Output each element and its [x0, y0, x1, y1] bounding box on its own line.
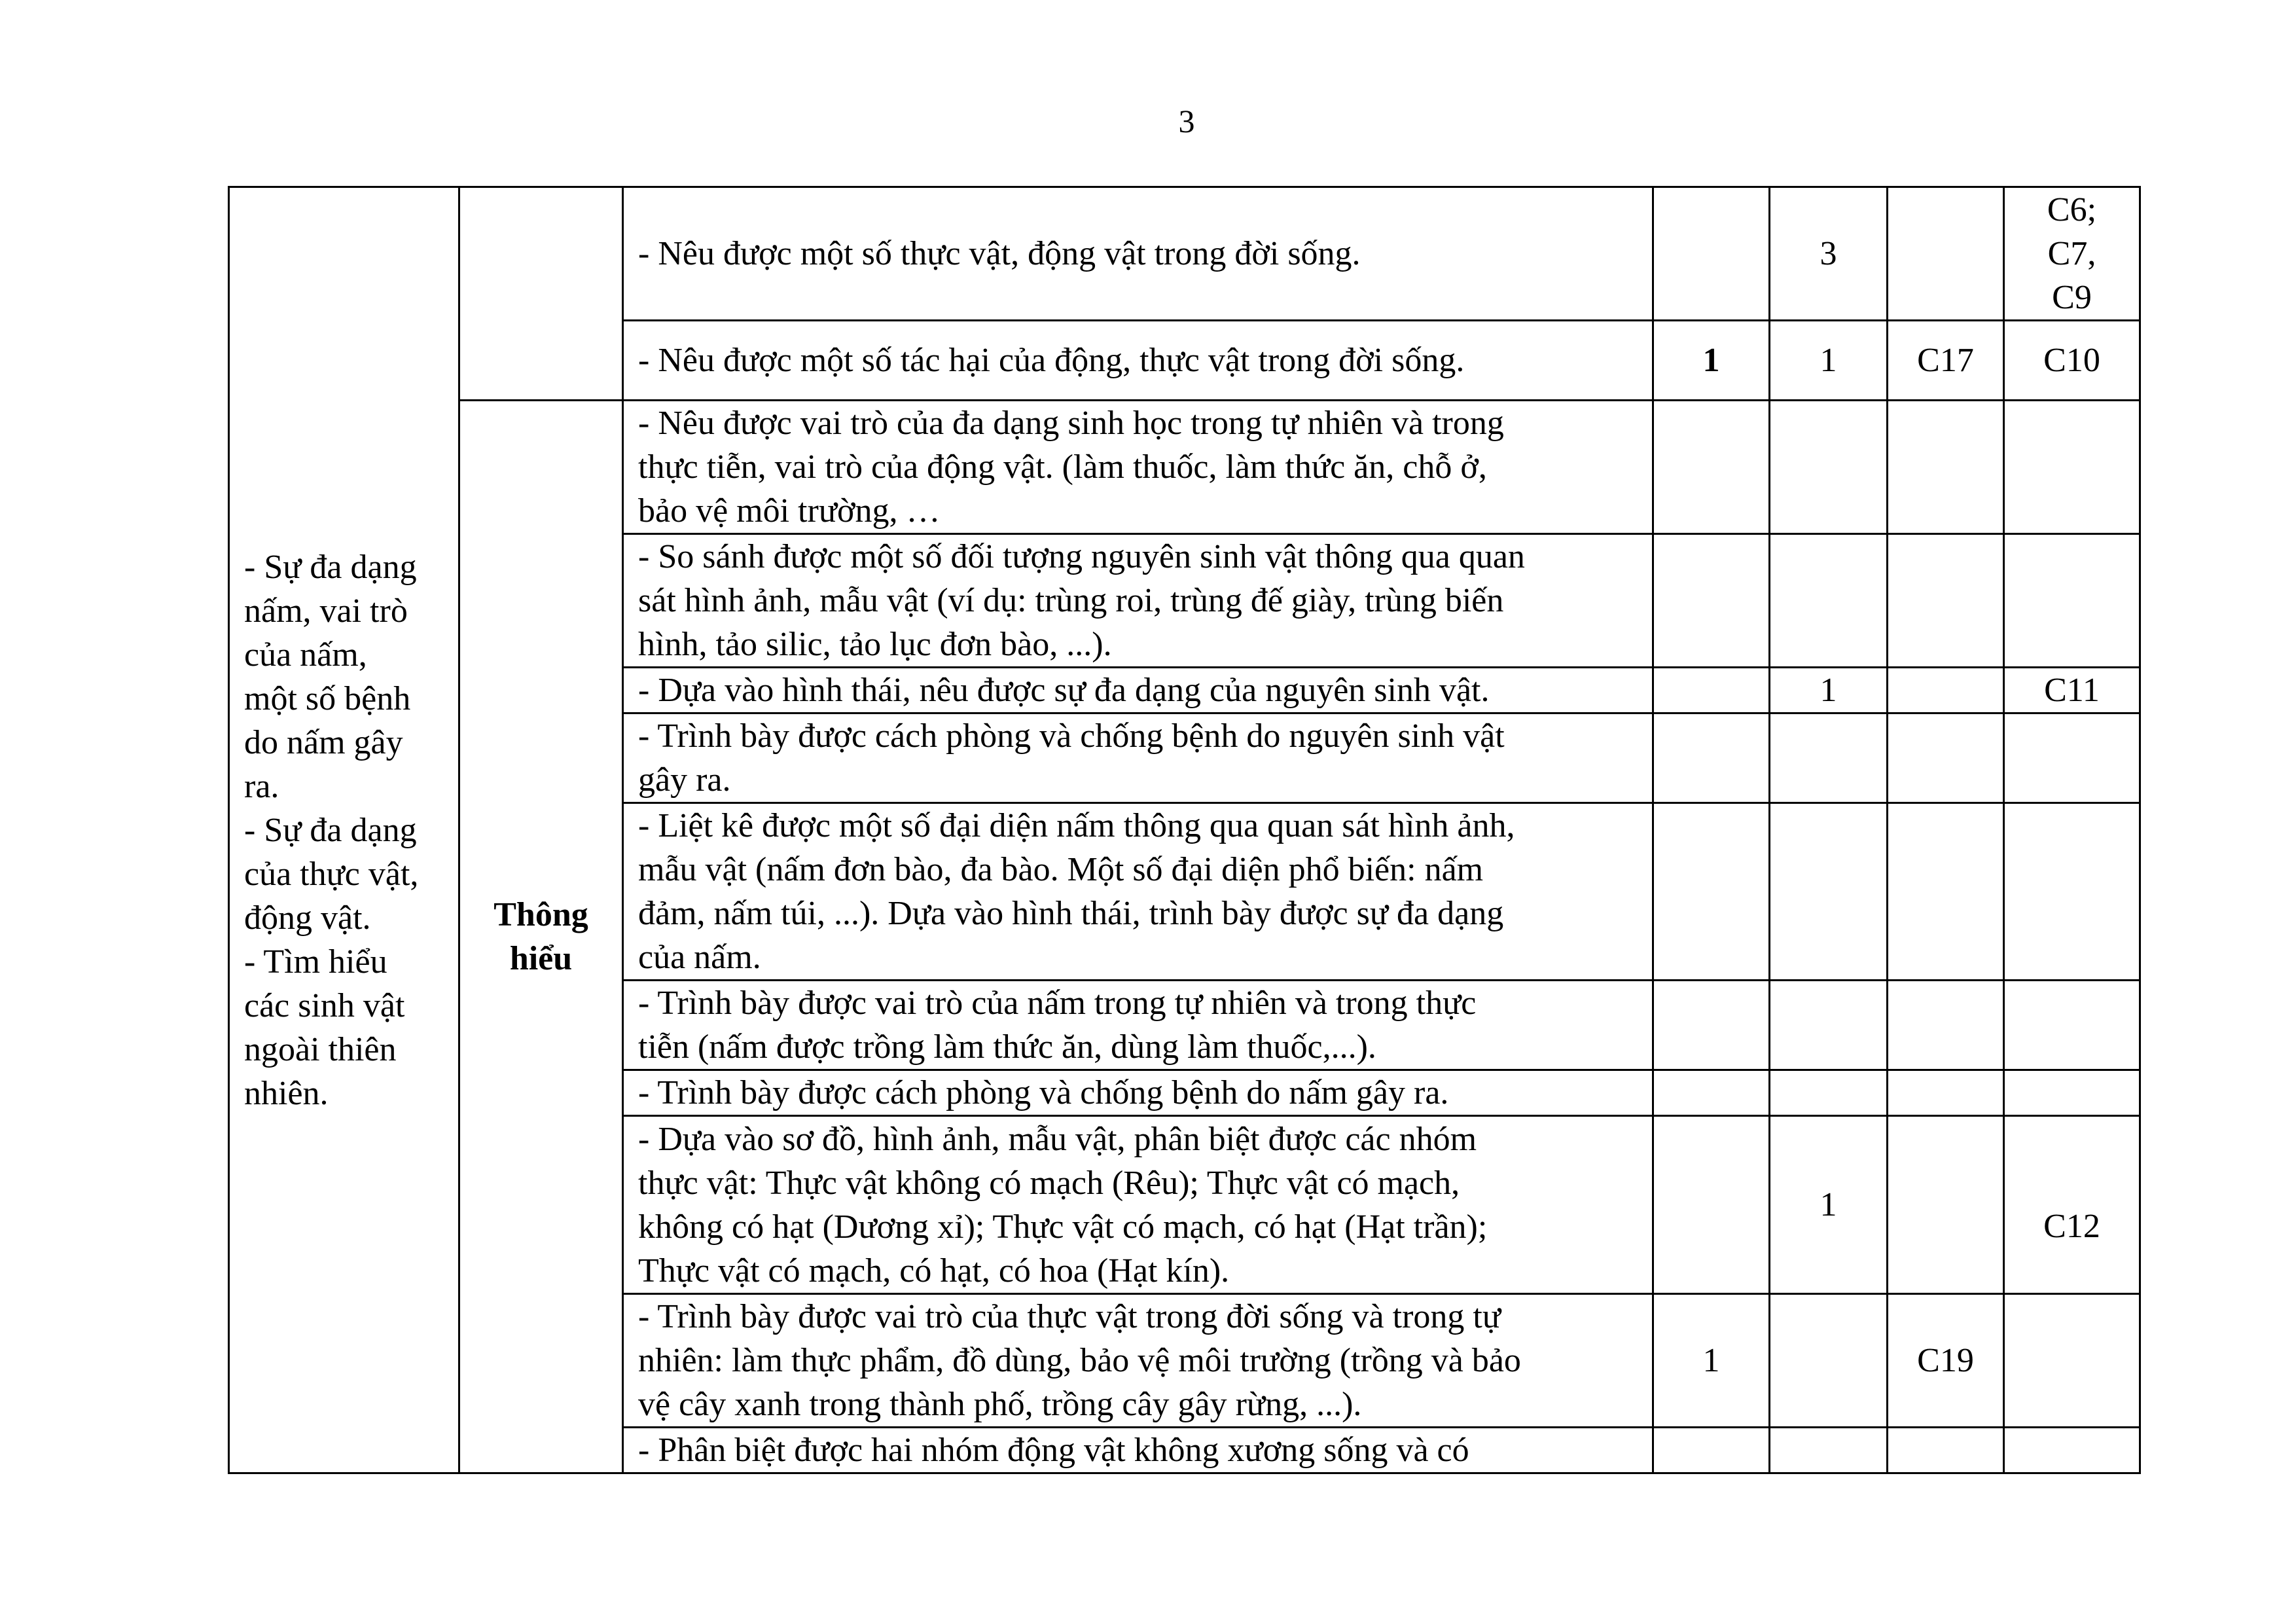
- count-cell: 1: [1770, 321, 1888, 401]
- requirement-line: - Trình bày được cách phòng và chống bệnh do nấm gây ra.: [638, 1074, 1449, 1111]
- count-cell: 1: [1770, 1116, 1888, 1294]
- count-cell: [1770, 401, 1888, 534]
- count-cell: [1770, 981, 1888, 1070]
- requirement-line: mẫu vật (nấm đơn bào, đa bào. Một số đại diện phổ biến: nấm: [638, 851, 1484, 888]
- count-cell: [1653, 981, 1770, 1070]
- requirement-cell: [623, 534, 1653, 668]
- question-line: C9: [2052, 279, 2092, 316]
- topic-cell: [229, 187, 459, 1473]
- question-cell: [2004, 187, 2140, 321]
- count-cell: [1770, 1294, 1888, 1428]
- count-cell: [1770, 713, 1888, 803]
- topic-line: các sinh vật: [244, 986, 405, 1024]
- question-line: C12: [2043, 1208, 2100, 1245]
- count-cell: [1770, 803, 1888, 981]
- requirement-line: - Nêu được vai trò của đa dạng sinh học trong tự nhiên và trong: [638, 405, 1504, 442]
- requirement-cell: [623, 668, 1653, 713]
- requirement-line: vệ cây xanh trong thành phố, trồng cây gây rừng, ...).: [638, 1386, 1362, 1423]
- topic-line: động vật.: [244, 899, 371, 937]
- requirement-line: thực tiễn, vai trò của động vật. (làm thuốc, làm thức ăn, chỗ ở,: [638, 448, 1487, 486]
- question-cell: [2004, 1116, 2140, 1294]
- topic-line: một số bệnh: [244, 679, 411, 717]
- question-cell: [2004, 321, 2140, 401]
- requirement-line: - Dựa vào sơ đồ, hình ảnh, mẫu vật, phân biệt được các nhóm: [638, 1120, 1477, 1158]
- level-line: Thông: [493, 896, 588, 933]
- table-row: [229, 401, 2140, 534]
- question-line: C6;: [2047, 191, 2097, 228]
- requirement-line: - So sánh được một số đối tượng nguyên sinh vật thông qua quan: [638, 538, 1525, 575]
- requirement-line: - Trình bày được cách phòng và chống bệnh do nguyên sinh vật: [638, 717, 1505, 755]
- count-cell: 3: [1770, 187, 1888, 321]
- topic-line: nấm, vai trò: [244, 592, 408, 630]
- level-cell-empty: [459, 187, 623, 401]
- requirement-line: bảo vệ môi trường, …: [638, 492, 941, 530]
- count-cell: [1653, 534, 1770, 668]
- topic-line: của nấm,: [244, 636, 367, 674]
- count-cell: [1653, 1070, 1770, 1116]
- count-cell: [1653, 1428, 1770, 1473]
- requirement-line: - Trình bày được vai trò của thực vật trong đời sống và trong tự: [638, 1298, 1501, 1335]
- requirement-line: của nấm.: [638, 939, 761, 976]
- question-cell: [1888, 668, 2004, 713]
- count-cell: [1770, 534, 1888, 668]
- level-line: hiểu: [509, 940, 573, 977]
- cognitive-level-cell: [459, 401, 623, 1473]
- requirement-line: - Nêu được một số tác hại của động, thực vật trong đời sống.: [638, 342, 1465, 379]
- requirement-cell: [623, 401, 1653, 534]
- count-cell: [1653, 187, 1770, 321]
- requirement-line: - Liệt kê được một số đại diện nấm thông qua quan sát hình ảnh,: [638, 807, 1515, 844]
- question-cell: [1888, 713, 2004, 803]
- topic-line: do nấm gây: [244, 723, 403, 761]
- question-cell: [2004, 1070, 2140, 1116]
- requirement-line: không có hạt (Dương xỉ); Thực vật có mạch, có hạt (Hạt trần);: [638, 1208, 1488, 1246]
- requirement-line: tiễn (nấm được trồng làm thức ăn, dùng làm thuốc,...).: [638, 1028, 1376, 1066]
- count-cell: 1: [1653, 321, 1770, 401]
- question-cell: [1888, 187, 2004, 321]
- requirement-cell: [623, 1294, 1653, 1428]
- question-cell: [2004, 668, 2140, 713]
- question-cell: [2004, 803, 2140, 981]
- requirement-line: - Trình bày được vai trò của nấm trong tự nhiên và trong thực: [638, 984, 1477, 1022]
- table-row: [229, 187, 2140, 321]
- count-cell: 1: [1653, 1294, 1770, 1428]
- question-cell: C17: [1888, 321, 2004, 401]
- topic-line: - Sự đa dạng: [244, 548, 417, 586]
- requirement-cell: [623, 803, 1653, 981]
- requirement-line: - Phân biệt được hai nhóm động vật không xương sống và có: [638, 1432, 1469, 1469]
- question-cell: [2004, 1428, 2140, 1473]
- question-cell: [1888, 401, 2004, 534]
- question-cell: [2004, 1294, 2140, 1428]
- topic-line: - Sự đa dạng: [244, 811, 417, 849]
- question-line: C10: [2043, 342, 2100, 379]
- count-cell: [1653, 668, 1770, 713]
- question-line: C7,: [2047, 235, 2096, 272]
- count-cell: [1770, 1428, 1888, 1473]
- requirement-cell: [623, 321, 1653, 401]
- assessment-matrix-table: [228, 186, 2141, 1474]
- requirement-line: thực vật: Thực vật không có mạch (Rêu); Thực vật có mạch,: [638, 1164, 1460, 1202]
- topic-line: của thực vật,: [244, 855, 419, 893]
- count-cell: [1653, 803, 1770, 981]
- question-cell: [1888, 1116, 2004, 1294]
- requirement-line: đảm, nấm túi, ...). Dựa vào hình thái, trình bày được sự đa dạng: [638, 895, 1504, 932]
- question-cell: [2004, 534, 2140, 668]
- page-number: 3: [1178, 103, 1195, 139]
- question-cell: C19: [1888, 1294, 2004, 1428]
- requirement-line: sát hình ảnh, mẫu vật (ví dụ: trùng roi, trùng đế giày, trùng biến: [638, 582, 1504, 619]
- count-cell: [1770, 1070, 1888, 1116]
- question-cell: [1888, 534, 2004, 668]
- question-cell: [1888, 803, 2004, 981]
- question-line: C11: [2044, 672, 2100, 709]
- question-cell: [1888, 1070, 2004, 1116]
- requirement-line: nhiên: làm thực phẩm, đồ dùng, bảo vệ môi trường (trồng và bảo: [638, 1342, 1521, 1379]
- topic-line: ngoài thiên: [244, 1030, 397, 1068]
- requirement-cell: [623, 1070, 1653, 1116]
- requirement-line: hình, tảo silic, tảo lục đơn bào, ...).: [638, 626, 1112, 663]
- requirement-cell: [623, 981, 1653, 1070]
- question-cell: [2004, 981, 2140, 1070]
- question-cell: [1888, 1428, 2004, 1473]
- count-cell: [1653, 1116, 1770, 1294]
- count-cell: 1: [1770, 668, 1888, 713]
- question-cell: [1888, 981, 2004, 1070]
- question-cell: [2004, 401, 2140, 534]
- requirement-line: - Nêu được một số thực vật, động vật trong đời sống.: [638, 235, 1361, 272]
- topic-line: - Tìm hiểu: [244, 943, 387, 981]
- requirement-cell: [623, 713, 1653, 803]
- requirement-line: gây ra.: [638, 761, 731, 799]
- requirement-cell: [623, 1116, 1653, 1294]
- requirement-line: Thực vật có mạch, có hạt, có hoa (Hạt kín).: [638, 1252, 1230, 1290]
- requirement-cell: [623, 1428, 1653, 1473]
- question-cell: [2004, 713, 2140, 803]
- requirement-line: - Dựa vào hình thái, nêu được sự đa dạng của nguyên sinh vật.: [638, 672, 1490, 709]
- requirement-cell: [623, 187, 1653, 321]
- count-cell: [1653, 401, 1770, 534]
- topic-line: nhiên.: [244, 1074, 329, 1112]
- topic-line: ra.: [244, 767, 279, 805]
- count-cell: [1653, 713, 1770, 803]
